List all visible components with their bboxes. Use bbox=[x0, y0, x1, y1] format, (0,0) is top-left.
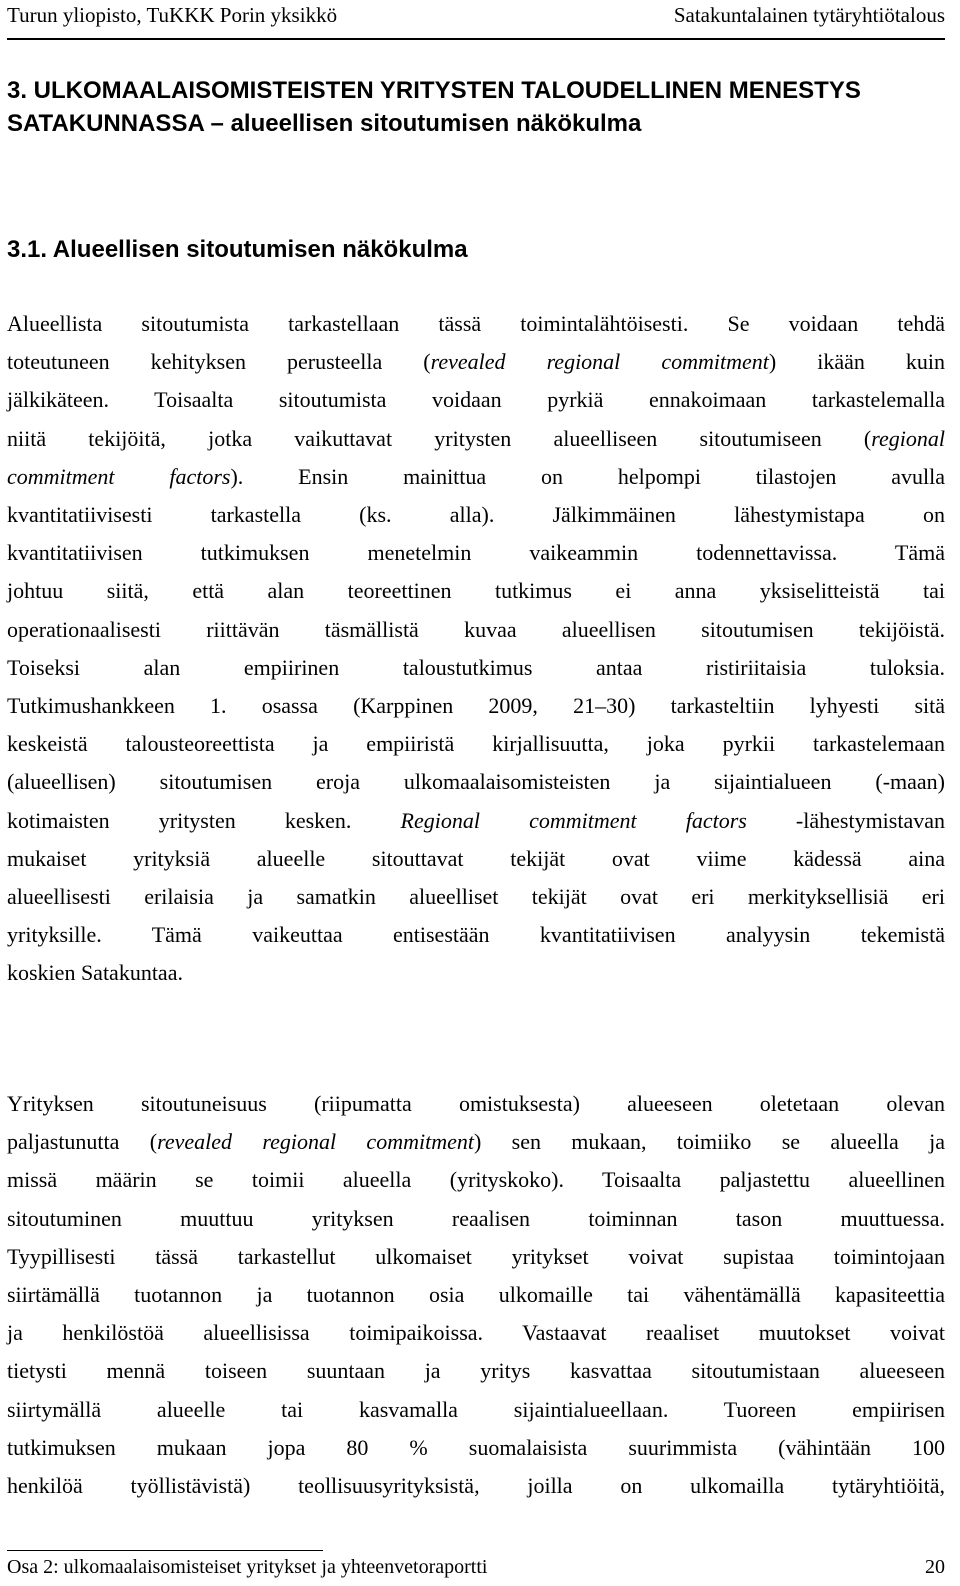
chapter-heading-line-1: 3. ULKOMAALAISOMISTEISTEN YRITYSTEN TALOUDELLINEN MENESTYS bbox=[7, 77, 861, 104]
chapter-heading bbox=[7, 74, 945, 140]
text-line: alueellisesti erilaisia ja samatkin alueelliset tekijät ovat eri merkityksellisiä eri bbox=[7, 884, 945, 910]
text-line: tutkimuksen mukaan jopa 80 % suomalaisista suurimmista (vähintään 100 bbox=[7, 1434, 945, 1460]
chapter-heading-line-2: SATAKUNNASSA – alueellisen sitoutumisen näkökulma bbox=[7, 110, 642, 137]
text-line bbox=[7, 458, 945, 496]
text-line: henkilöä työllistävistä) teollisuusyrityksistä, joilla on ulkomailla tytäryhtiöitä, bbox=[7, 1473, 945, 1499]
text-line: Alueellista sitoutumista tarkastellaan tässä toimintalähtöisesti. Se voidaan tehdä bbox=[7, 311, 945, 336]
text-line: sitoutuminen muuttuu yrityksen reaalisen toiminnan tason muuttuessa. bbox=[7, 1205, 945, 1231]
text-line: mukaiset yrityksiä alueelle sitouttavat tekijät ovat viime kädessä aina bbox=[7, 845, 945, 871]
text-run: toteutuneen kehityksen perusteella ( bbox=[7, 349, 431, 375]
text-line: koskien Satakuntaa. bbox=[7, 960, 183, 986]
running-footer bbox=[7, 1554, 945, 1580]
text-line: missä määrin se toimii alueella (yrityskoko). Toisaalta paljastettu alueellinen bbox=[7, 1167, 945, 1193]
header-left-text: Turun yliopisto, TuKKK Porin yksikkö bbox=[7, 3, 338, 27]
text-run: ) ikään kuin bbox=[768, 349, 945, 375]
footer-left-text: Osa 2: ulkomaalaisomisteiset yritykset ja yhteenvetoraportti bbox=[7, 1556, 488, 1578]
text-line: siirtymällä alueelle tai kasvamalla sijaintialueellaan. Tuoreen empiirisen bbox=[7, 1396, 945, 1422]
italic-term: revealed regional commitment bbox=[430, 349, 769, 375]
text-line bbox=[7, 802, 945, 840]
paragraph-2 bbox=[7, 1085, 945, 1505]
footer-rule bbox=[7, 1550, 323, 1551]
text-line: Tyypillisesti tässä tarkastellut ulkomaiset yritykset voivat supistaa toimintojaan bbox=[7, 1243, 945, 1269]
text-line: jälkikäteen. Toisaalta sitoutumista voidaan pyrkiä ennakoimaan tarkastelemalla bbox=[7, 387, 945, 413]
text-line: Toiseksi alan empiirinen taloustutkimus antaa ristiriitaisia tuloksia. bbox=[7, 654, 945, 680]
text-line: siirtämällä tuotannon ja tuotannon osia ulkomaille tai vähentämällä kapasiteettia bbox=[7, 1282, 945, 1308]
text-line bbox=[7, 420, 945, 458]
text-line: johtuu siitä, että alan teoreettinen tutkimus ei anna yksiselitteistä tai bbox=[7, 578, 945, 604]
text-line: yrityksille. Tämä vaikeuttaa entisestään kvantitatiivisen analyysin tekemistä bbox=[7, 922, 945, 948]
header-rule bbox=[7, 38, 945, 40]
text-line bbox=[7, 343, 945, 381]
text-run: paljastunutta ( bbox=[7, 1129, 158, 1155]
paragraph-1 bbox=[7, 305, 945, 993]
document-page bbox=[7, 0, 945, 1586]
italic-term: commitment factors bbox=[7, 463, 231, 489]
italic-term: revealed regional commitment bbox=[157, 1129, 474, 1155]
header-right-text: Satakuntalainen tytäryhtiötalous bbox=[673, 3, 945, 27]
text-run: ). Ensin mainittua on helpompi tilastojen avulla bbox=[230, 463, 945, 489]
text-line: Tutkimushankkeen 1. osassa (Karppinen 2009, 21–30) tarkasteltiin lyhyesti sitä bbox=[7, 693, 945, 719]
text-line: kvantitatiivisesti tarkastella (ks. alla). Jälkimmäinen lähestymistapa on bbox=[7, 502, 945, 528]
text-run: ) sen mukaan, toimiiko se alueella ja bbox=[473, 1129, 945, 1155]
text-line: (alueellisen) sitoutumisen eroja ulkomaalaisomisteisten ja sijaintialueen (-maan) bbox=[7, 769, 945, 795]
running-header bbox=[7, 2, 945, 34]
text-line: tietysti mennä toiseen suuntaan ja yritys kasvattaa sitoutumistaan alueeseen bbox=[7, 1358, 945, 1384]
text-run: niitä tekijöitä, jotka vaikuttavat yritysten alueelliseen sitoutumiseen ( bbox=[7, 425, 872, 451]
text-line: ja henkilöstöä alueellisissa toimipaikoissa. Vastaavat reaaliset muutokset voivat bbox=[7, 1320, 945, 1346]
text-line: kvantitatiivisen tutkimuksen menetelmin vaikeammin todennettavissa. Tämä bbox=[7, 540, 945, 566]
italic-term: Regional commitment factors bbox=[400, 807, 747, 833]
italic-term: regional bbox=[871, 425, 945, 451]
text-line: Yrityksen sitoutuneisuus (riipumatta omistuksesta) alueeseen oletetaan olevan bbox=[7, 1091, 945, 1116]
text-line bbox=[7, 1123, 945, 1161]
text-run: kotimaisten yritysten kesken. bbox=[7, 807, 401, 833]
section-heading: 3.1. Alueellisen sitoutumisen näkökulma bbox=[7, 236, 468, 263]
text-line: keskeistä talousteoreettista ja empiiristä kirjallisuutta, joka pyrkii tarkastelemaan bbox=[7, 731, 945, 757]
page-number: 20 bbox=[925, 1556, 945, 1578]
text-line: operationaalisesti riittävän täsmällistä kuvaa alueellisen sitoutumisen tekijöistä. bbox=[7, 616, 945, 642]
text-run: -lähestymistavan bbox=[746, 807, 945, 833]
